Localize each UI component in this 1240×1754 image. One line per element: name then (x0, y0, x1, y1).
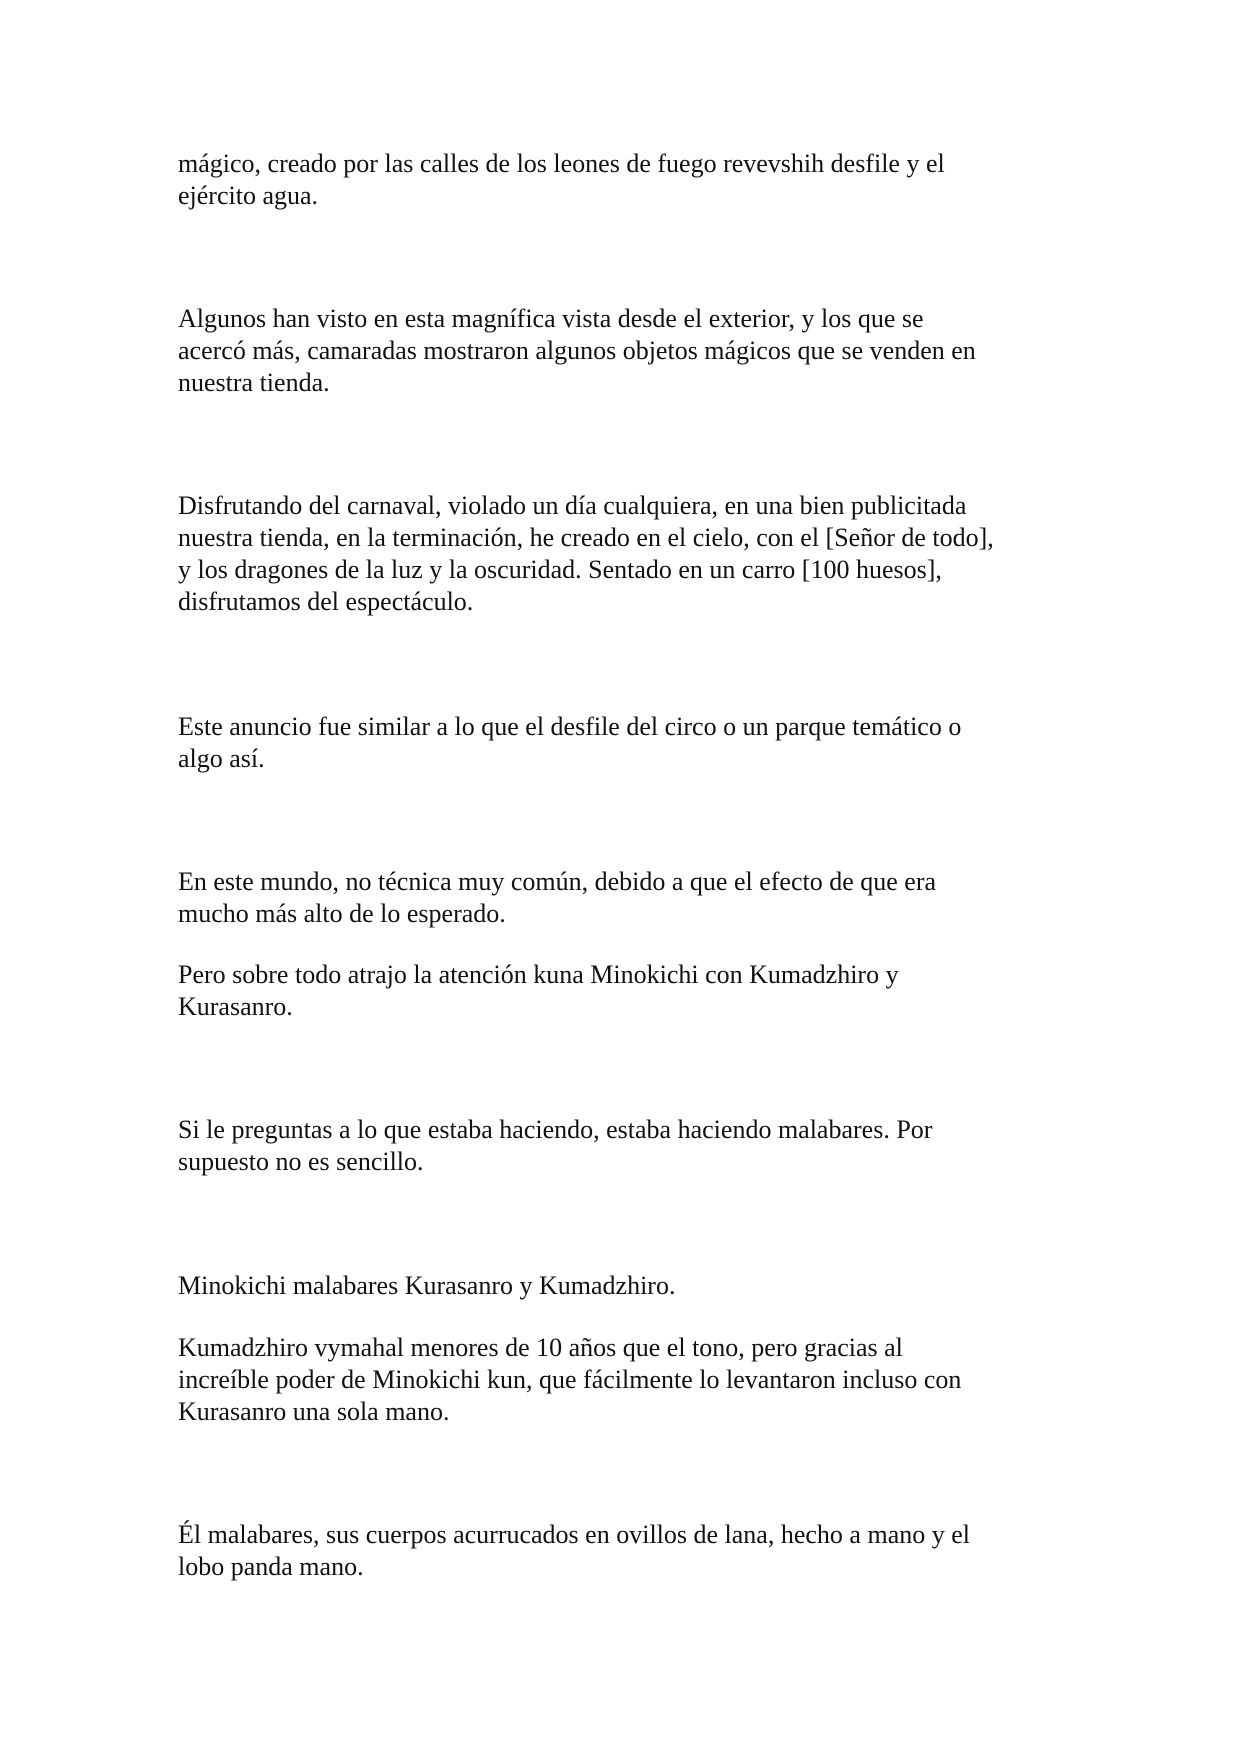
text-line: En este mundo, no técnica muy común, debido a que el efecto de que era (178, 867, 937, 896)
paragraph-4 (178, 711, 1078, 775)
paragraph-6 (178, 959, 1078, 1023)
text-line: ejército agua. (178, 181, 319, 210)
text-line: Si le preguntas a lo que estaba haciendo, estaba haciendo malabares. Por (178, 1115, 933, 1144)
text-line: nuestra tienda, en la terminación, he creado en el cielo, con el [Señor de todo], (178, 523, 994, 552)
text-line: y los dragones de la luz y la oscuridad. Sentado en un carro [100 huesos], (178, 555, 942, 584)
text-line: supuesto no es sencillo. (178, 1147, 424, 1176)
text-line: Este anuncio fue similar a lo que el desfile del circo o un parque temático o (178, 712, 962, 741)
text-line: Algunos han visto en esta magnífica vista desde el exterior, y los que se (178, 304, 924, 333)
text-line: algo así. (178, 744, 265, 773)
text-line: Minokichi malabares Kurasanro y Kumadzhiro. (178, 1271, 676, 1300)
text-line: disfrutamos del espectáculo. (178, 587, 474, 616)
paragraph-8 (178, 1270, 1078, 1302)
paragraph-1 (178, 148, 1078, 212)
text-line: Kurasanro una sola mano. (178, 1397, 450, 1426)
text-line: Él malabares, sus cuerpos acurrucados en ovillos de lana, hecho a mano y el (178, 1520, 970, 1549)
text-line: mágico, creado por las calles de los leones de fuego revevshih desfile y el (178, 149, 945, 178)
text-line: nuestra tienda. (178, 368, 330, 397)
paragraph-9 (178, 1332, 1078, 1428)
paragraph-2 (178, 303, 1078, 399)
paragraph-5 (178, 866, 1078, 930)
text-line: Pero sobre todo atrajo la atención kuna Minokichi con Kumadzhiro y (178, 960, 899, 989)
text-line: increíble poder de Minokichi kun, que fácilmente lo levantaron incluso con (178, 1365, 962, 1394)
text-line: Disfrutando del carnaval, violado un día cualquiera, en una bien publicitada (178, 491, 967, 520)
text-line: acercó más, camaradas mostraron algunos objetos mágicos que se venden en (178, 336, 976, 365)
text-line: Kurasanro. (178, 992, 293, 1021)
paragraph-3 (178, 490, 1078, 618)
paragraph-10 (178, 1519, 1078, 1583)
text-line: mucho más alto de lo esperado. (178, 899, 506, 928)
paragraph-7 (178, 1114, 1078, 1178)
text-line: Kumadzhiro vymahal menores de 10 años que el tono, pero gracias al (178, 1333, 903, 1362)
text-line: lobo panda mano. (178, 1552, 364, 1581)
